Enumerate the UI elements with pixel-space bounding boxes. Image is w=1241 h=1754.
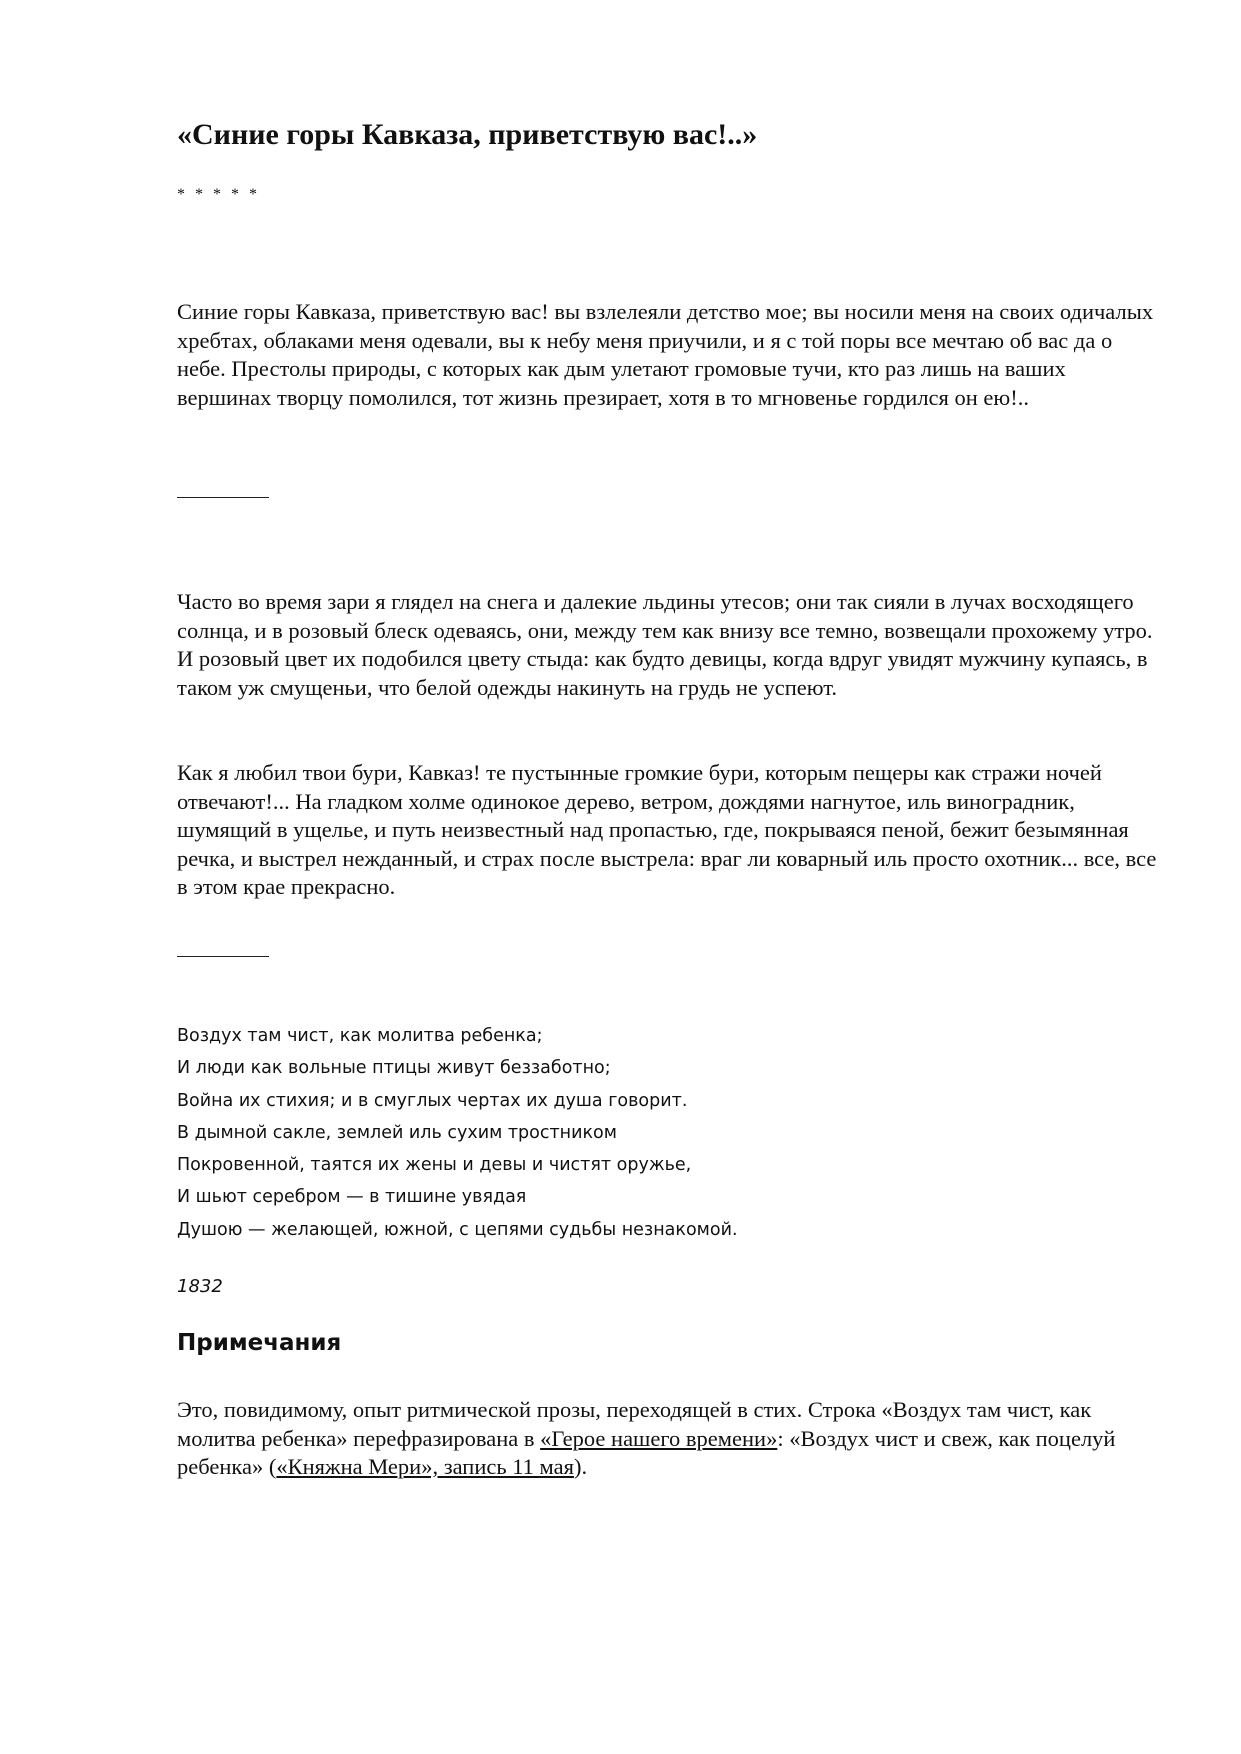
- poem-line: Война их стихия; и в смуглых чертах их душа говорит.: [177, 1090, 688, 1111]
- poem-line: Воздух там чист, как молитва ребенка;: [177, 1026, 543, 1046]
- poem-line: И люди как вольные птицы живут беззаботно;: [177, 1058, 611, 1079]
- notes-heading: Примечания: [177, 1330, 342, 1356]
- poem-line: И шьют серебром — в тишине увядая: [177, 1187, 527, 1208]
- section-stars: * * * * *: [177, 186, 260, 203]
- notes-text: : «Воздух чист и свеж, как поцелуй ребенка» (: [177, 1425, 1116, 1480]
- notes-paragraph: [177, 1396, 1157, 1482]
- poem-line: Душою — желающей, южной, с цепями судьбы незнакомой.: [177, 1219, 738, 1240]
- notes-text: Это, повидимому, опыт ритмической прозы, переходящей в стих. Строка «Воздух там чист, как молитва ребенка» перефразирована в: [177, 1397, 1092, 1451]
- notes-text: ).: [573, 1454, 588, 1480]
- poem-line: Покровенной, таятся их жены и девы и чистят оружье,: [177, 1155, 692, 1176]
- poem-block: [177, 1020, 1157, 1246]
- separator-line: [177, 956, 269, 957]
- paragraph-3: Как я любил твои бури, Кавказ! те пустынные громкие бури, которым пещеры как стражи ночей отвечают!... На гладком холме одинокое дерево, ветром, дождями нагнутое, иль виноградник, шумящий в ущелье, и путь неизвестный над пропастью, где, покрываяся пеной, бежит безымянная речка, и выстрел нежданный, и страх после выстрела: враг ли коварный иль просто охотник... все, все в этом крае прекрасно.: [177, 760, 1157, 900]
- princess-mary-link[interactable]: «Княжна Мери», запись 11 мая: [276, 1454, 574, 1480]
- page-title: «Синие горы Кавказа, приветствую вас!..»: [177, 118, 758, 151]
- separator-line: [177, 497, 269, 498]
- paragraph-1: Синие горы Кавказа, приветствую вас! вы взлелеяли детство мое; вы носили меня на своих одичалых хребтах, облаками меня одевали, вы к небу меня приучили, и я с той поры все мечтаю об вас да о небе. Престолы природы, с которых как дым улетают громовые тучи, кто раз лишь на ваших вершинах творцу помолился, тот жизнь презирает, хотя в то мгновенье гордился он ею!..: [177, 299, 1154, 410]
- poem-line: В дымной сакле, землей иль сухим тростником: [177, 1122, 617, 1143]
- poem-year: 1832: [177, 1276, 223, 1297]
- paragraph-2: Часто во время зари я глядел на снега и далекие льдины утесов; они так сияли в лучах восходящего солнца, и в розовый блеск одеваясь, они, между тем как внизу все темно, возвещали прохожему утро. И розовый цвет их подобился цвету стыда: как будто девицы, когда вдруг увидят мужчину купаясь, в таком уж смущеньи, что белой одежды накинуть на грудь не успеют.: [177, 589, 1153, 700]
- hero-of-our-time-link[interactable]: «Герое нашего времени»: [540, 1425, 778, 1451]
